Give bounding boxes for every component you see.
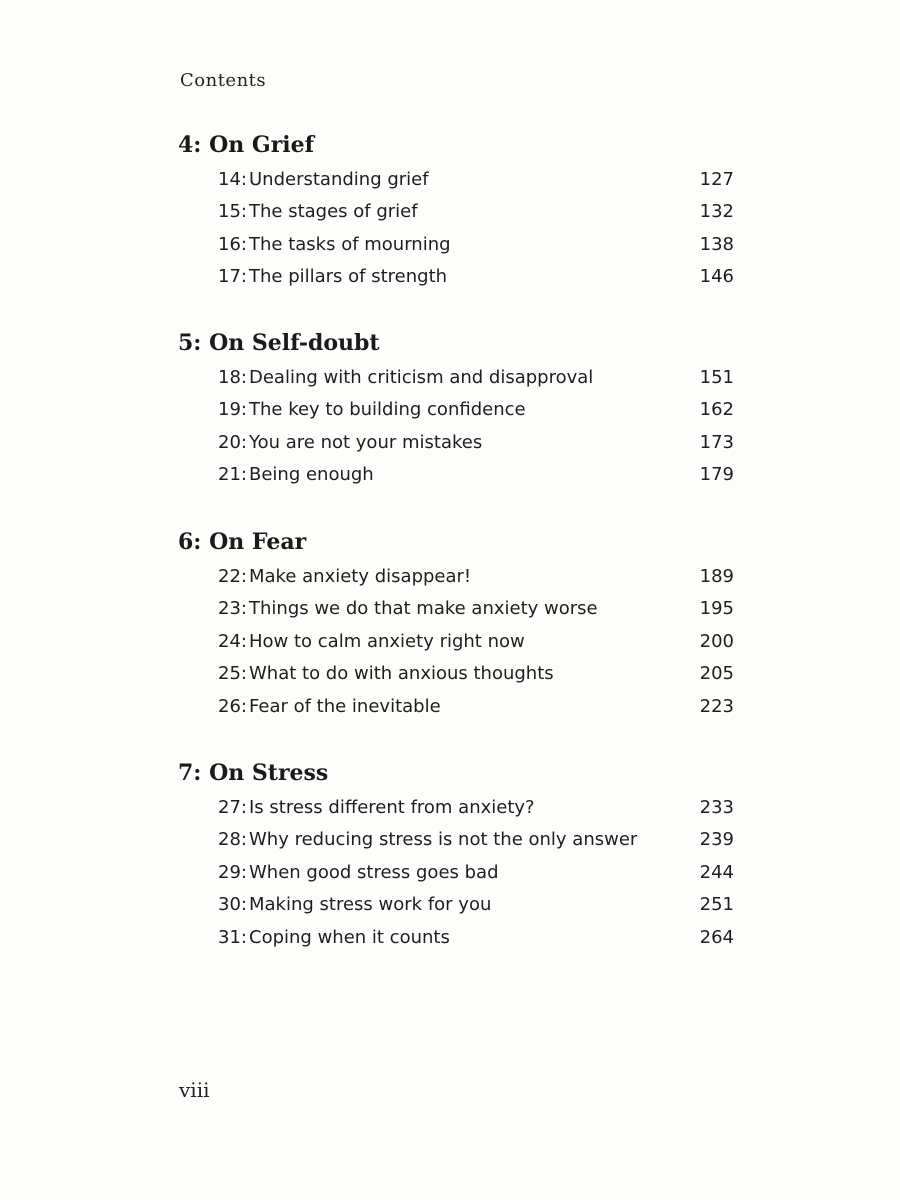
toc-entry[interactable] xyxy=(178,196,738,228)
toc-entry[interactable] xyxy=(178,261,738,293)
chapter-number: 14: xyxy=(218,169,247,190)
chapter-title: The tasks of mourning xyxy=(249,233,451,255)
chapter-title: Is stress different from anxiety? xyxy=(249,797,535,818)
toc-entry[interactable] xyxy=(178,824,738,856)
chapter-number: 21: xyxy=(218,464,247,486)
toc-entry[interactable] xyxy=(178,792,738,824)
chapter-number: 19: xyxy=(218,399,247,421)
page-number: 195 xyxy=(699,598,734,620)
page-number: 189 xyxy=(699,566,734,587)
page-number: 162 xyxy=(699,399,734,421)
chapter-number: 26: xyxy=(218,695,247,717)
toc-entry[interactable] xyxy=(178,459,738,491)
toc-entry[interactable] xyxy=(178,362,738,394)
page-number: 179 xyxy=(699,464,734,486)
toc-entry[interactable] xyxy=(178,394,738,426)
page-number: 239 xyxy=(699,829,734,851)
page-number: 151 xyxy=(699,367,734,388)
chapter-title: The pillars of strength xyxy=(249,266,448,288)
page-number: 138 xyxy=(699,233,734,255)
chapter-number: 24: xyxy=(218,630,247,652)
page-folio: viii xyxy=(179,1078,210,1102)
chapter-number: 22: xyxy=(218,566,247,587)
chapter-number: 30: xyxy=(218,894,247,916)
page-number: 251 xyxy=(699,894,734,916)
chapter-number: 17: xyxy=(218,266,247,288)
chapter-title: The stages of grief xyxy=(249,201,418,223)
toc-entry[interactable] xyxy=(178,229,738,261)
page-number: 233 xyxy=(699,797,734,818)
page-number: 223 xyxy=(699,695,734,717)
chapter-number: 23: xyxy=(218,598,247,620)
part-title: 5: On Self-doubt xyxy=(178,330,380,356)
page-number: 132 xyxy=(699,201,734,223)
toc-part xyxy=(178,326,738,492)
chapter-number: 16: xyxy=(218,233,247,255)
chapter-number: 20: xyxy=(218,431,247,453)
toc-entry[interactable] xyxy=(178,427,738,459)
chapter-title: Understanding grief xyxy=(249,169,429,190)
toc-entry[interactable] xyxy=(178,857,738,889)
chapter-title: Things we do that make anxiety worse xyxy=(249,598,598,620)
page-number: 205 xyxy=(699,663,734,685)
toc-entry[interactable] xyxy=(178,593,738,625)
chapter-number: 31: xyxy=(218,926,247,948)
page-number: 200 xyxy=(699,630,734,652)
chapter-title: Dealing with criticism and disapproval xyxy=(249,367,594,388)
toc-part xyxy=(178,756,738,954)
chapter-title: Making stress work for you xyxy=(249,894,492,916)
page-number: 146 xyxy=(699,266,734,288)
toc-entry[interactable] xyxy=(178,691,738,723)
toc-entry[interactable] xyxy=(178,626,738,658)
running-head: Contents xyxy=(180,70,267,91)
toc-entry[interactable] xyxy=(178,922,738,954)
chapter-number: 29: xyxy=(218,861,247,883)
chapter-title: Fear of the inevitable xyxy=(249,695,441,717)
page-number: 264 xyxy=(699,926,734,948)
chapter-title: When good stress goes bad xyxy=(249,861,499,883)
page-number: 173 xyxy=(699,431,734,453)
toc-part xyxy=(178,525,738,723)
chapter-title: How to calm anxiety right now xyxy=(249,630,525,652)
toc-entry[interactable] xyxy=(178,658,738,690)
chapter-title: Coping when it counts xyxy=(249,926,450,948)
chapter-number: 27: xyxy=(218,797,247,818)
chapter-title: The key to building confidence xyxy=(249,399,526,421)
chapter-title: Make anxiety disappear! xyxy=(249,566,472,587)
page-number: 244 xyxy=(699,861,734,883)
part-title: 4: On Grief xyxy=(178,132,315,158)
part-title: 7: On Stress xyxy=(178,760,329,786)
toc-part xyxy=(178,128,738,294)
toc-entry[interactable] xyxy=(178,561,738,593)
chapter-number: 25: xyxy=(218,663,247,685)
toc-entry[interactable] xyxy=(178,889,738,921)
chapter-number: 18: xyxy=(218,367,247,388)
chapter-title: You are not your mistakes xyxy=(249,431,483,453)
page-number: 127 xyxy=(699,169,734,190)
chapter-number: 28: xyxy=(218,829,247,851)
chapter-title: What to do with anxious thoughts xyxy=(249,663,554,685)
chapter-number: 15: xyxy=(218,201,247,223)
toc-entry[interactable] xyxy=(178,164,738,196)
chapter-title: Why reducing stress is not the only answer xyxy=(249,829,638,851)
chapter-title: Being enough xyxy=(249,464,374,486)
part-title: 6: On Fear xyxy=(178,529,307,555)
